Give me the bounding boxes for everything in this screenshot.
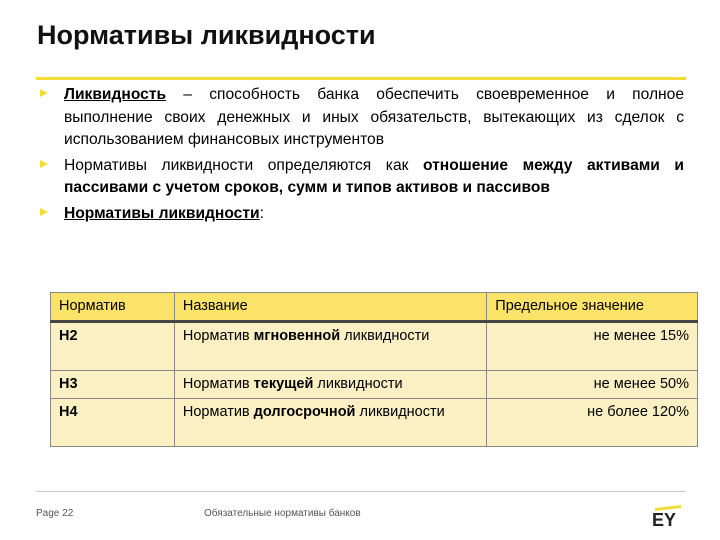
table-row bbox=[51, 322, 698, 371]
footer-divider bbox=[36, 491, 686, 492]
column-header-norm: Норматив bbox=[51, 293, 175, 322]
bullet-liquidity-definition bbox=[40, 84, 684, 152]
column-header-name: Название bbox=[174, 293, 486, 322]
norm-name-bold: мгновенной bbox=[253, 328, 341, 344]
definition-text: – способность банка обеспечить своевременное и полное выполнение своих денежных и иных обязательств, вытекающих из сделок с использованием финансовых инструментов bbox=[64, 86, 684, 148]
norms-bold-text: отношение между активами и пассивами с учетом сроков, сумм и типов активов и пассивов bbox=[64, 156, 684, 196]
norm-limit: не менее 50% bbox=[487, 371, 698, 399]
norm-name bbox=[174, 371, 486, 399]
norms-intro-text: Нормативы ликвидности определяются как bbox=[64, 156, 423, 174]
bullet-arrow-icon bbox=[40, 160, 48, 168]
norm-name-prefix: Норматив bbox=[182, 376, 254, 392]
footer-document-title: Обязательные нормативы банков bbox=[204, 508, 361, 519]
table-header-row bbox=[51, 293, 698, 322]
logo-text: EY bbox=[652, 510, 677, 527]
ey-logo-icon bbox=[651, 505, 685, 532]
norm-name bbox=[174, 399, 486, 447]
norm-name-suffix: ликвидности bbox=[340, 328, 430, 344]
bullet-arrow-icon bbox=[40, 208, 48, 216]
bullet-norms-definition bbox=[40, 155, 684, 200]
norm-code: Н3 bbox=[51, 371, 175, 399]
norm-name-bold: текущей bbox=[253, 376, 314, 392]
column-header-limit: Предельное значение bbox=[487, 293, 698, 322]
slide-title: Нормативы ликвидности bbox=[37, 20, 376, 50]
norm-limit: не менее 15% bbox=[487, 322, 698, 371]
bullet-norms-list-heading bbox=[40, 203, 684, 226]
norm-name bbox=[174, 322, 486, 371]
norm-name-prefix: Норматив bbox=[182, 328, 254, 344]
bullet-list bbox=[40, 84, 684, 228]
colon: : bbox=[259, 204, 264, 222]
bullet-arrow-icon bbox=[40, 89, 48, 97]
liquidity-norms-table bbox=[50, 292, 698, 447]
norm-name-suffix: ликвидности bbox=[313, 376, 403, 392]
term-liquidity: Ликвидность bbox=[64, 86, 167, 103]
table-row bbox=[51, 399, 698, 447]
norm-code: Н4 bbox=[51, 399, 175, 447]
norm-name-bold: долгосрочной bbox=[253, 404, 356, 420]
norm-limit: не более 120% bbox=[487, 399, 698, 447]
term-liquidity-norms: Нормативы ликвидности bbox=[64, 204, 260, 222]
table-row bbox=[51, 371, 698, 399]
norm-name-prefix: Норматив bbox=[182, 404, 254, 420]
page-number: Page 22 bbox=[36, 508, 74, 519]
title-underline bbox=[36, 77, 686, 80]
norm-code: Н2 bbox=[51, 322, 175, 371]
norm-name-suffix: ликвидности bbox=[355, 404, 445, 420]
